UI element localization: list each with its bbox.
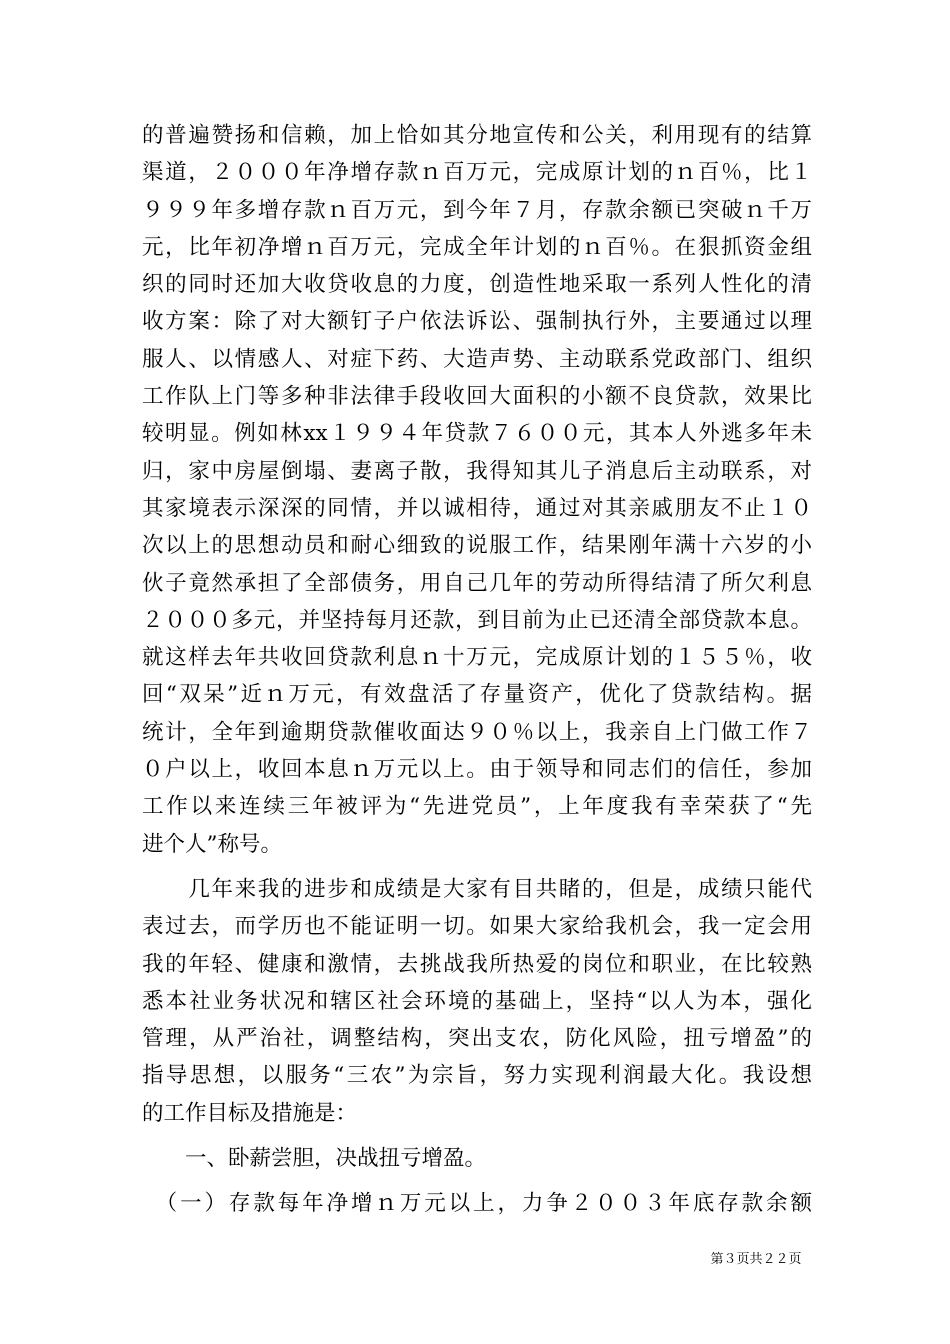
text-line: 其家境表示深深的同情，并以诚相待，通过对其亲戚朋友不止１０ <box>142 495 812 521</box>
text-line: 次以上的思想动员和耐心细致的说服工作，结果刚年满十六岁的小 <box>142 533 812 559</box>
text-line: 悉本社业务状况和辖区社会环境的基础上，坚持“以人为本，强化 <box>142 988 812 1014</box>
text-line: 的工作目标及措施是： <box>142 1100 358 1126</box>
text-line: 工作以来连续三年被评为“先进党员”，上年度我有幸荣获了“先 <box>142 794 812 820</box>
text-line: 服人、以情感人、对症下药、大造声势、主动联系党政部门、组织 <box>142 346 812 372</box>
text-line: 我的年轻、健康和激情，去挑战我所热爱的岗位和职业，在比较熟 <box>142 951 812 977</box>
text-line: 表过去，而学历也不能证明一切。如果大家给我机会，我一定会用 <box>142 914 812 940</box>
paragraph-gap <box>142 863 812 871</box>
section-heading: 一、卧薪尝胆，决战扭亏增盈。 <box>142 1146 487 1172</box>
text-line: 进个人”称号。 <box>142 831 282 857</box>
page-number: 第３页共２２页 <box>710 1252 802 1267</box>
text-line: 织的同时还加大收贷收息的力度，创造性地采取一系列人性化的清 <box>142 272 812 298</box>
page-footer <box>0 1248 950 1267</box>
paragraph-gap <box>142 1132 812 1140</box>
text-line: 伙子竟然承担了全部债务，用自己几年的劳动所得结清了所欠利息 <box>142 570 812 596</box>
text-line: ２０００多元，并坚持每月还款，到目前为止已还清全部贷款本息。 <box>142 607 812 633</box>
text-line: ９９９年多增存款ｎ百万元，到今年７月，存款余额已突破ｎ千万 <box>142 197 812 223</box>
paragraph-1 <box>142 117 812 863</box>
document-body <box>142 117 812 1223</box>
text-line: ０户以上，收回本息ｎ万元以上。由于领导和同志们的信任，参加 <box>142 757 812 783</box>
text-line: 统计，全年到逾期贷款催收面达９０％以上，我亲自上门做工作７ <box>142 719 812 745</box>
text-line: 元，比年初净增ｎ百万元，完成全年计划的ｎ百％。在狠抓资金组 <box>142 234 812 260</box>
text-line: 几年来我的进步和成绩是大家有目共睹的，但是，成绩只能代 <box>142 876 812 902</box>
paragraph-gap <box>142 1177 812 1185</box>
text-line: 归，家中房屋倒塌、妻离子散，我得知其儿子消息后主动联系，对 <box>142 458 812 484</box>
text-line: 收方案：除了对大额钉子户依法诉讼、强制执行外，主要通过以理 <box>142 309 812 335</box>
paragraph-2 <box>142 871 812 1132</box>
text-line: 指导思想，以服务“三农”为宗旨，努力实现利润最大化。我设想 <box>142 1063 812 1089</box>
text-line: 回“双呆”近ｎ万元，有效盘活了存量资产，优化了贷款结构。据 <box>142 682 812 708</box>
text-line: 就这样去年共收回贷款利息ｎ十万元，完成原计划的１５５％，收 <box>142 645 812 671</box>
text-line: 管理，从严治社，调整结构，突出支农，防化风险，扭亏增盈”的 <box>142 1026 812 1052</box>
text-line: 工作队上门等多种非法律手段收回大面积的小额不良贷款，效果比 <box>142 384 812 410</box>
text-line: 的普遍赞扬和信赖，加上恰如其分地宣传和公关，利用现有的结算 <box>142 123 812 148</box>
list-item: （一）存款每年净增ｎ万元以上，力争２００３年底存款余额 <box>142 1191 812 1217</box>
text-line: 渠道，２０００年净增存款ｎ百万元，完成原计划的ｎ百％，比１ <box>142 160 812 186</box>
text-line: 较明显。例如林xx１９９４年贷款７６００元，其本人外逃多年未 <box>142 421 812 447</box>
